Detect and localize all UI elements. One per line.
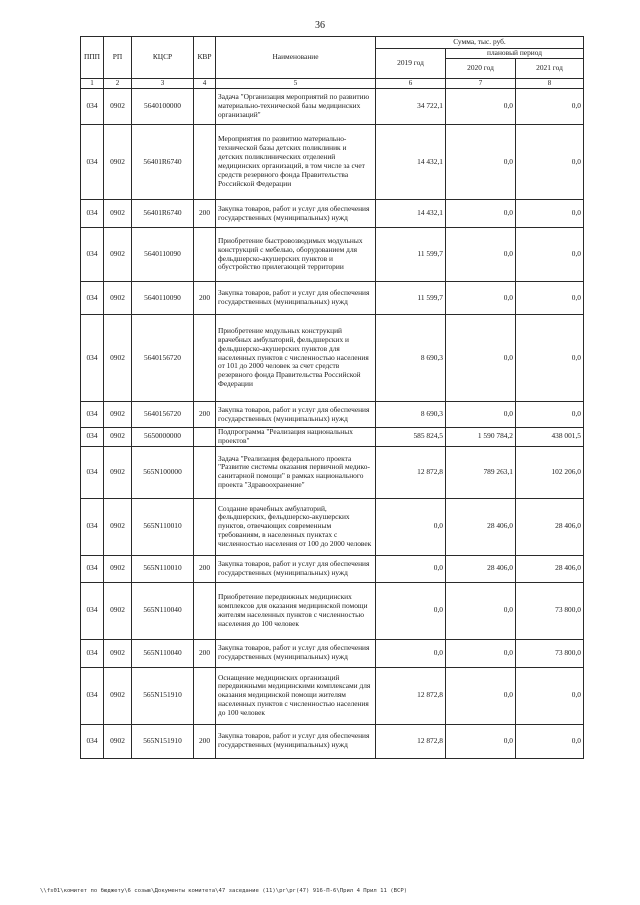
cell-name: Задача "Реализация федерального проекта "Развитие системы оказания первичной медико-санитарной помощи" в рамках национального проекта "Здравоохранение"	[216, 446, 376, 498]
cell-rp: 0902	[104, 498, 132, 555]
cell-name: Закупка товаров, работ и услуг для обеспечения государственных (муниципальных) нужд	[216, 724, 376, 758]
cell-ppp: 034	[81, 89, 104, 125]
cell-kvr: 200	[194, 402, 216, 428]
column-index: 5	[216, 79, 376, 89]
cell-v2020: 0,0	[446, 282, 516, 315]
cell-v2019: 12 872,8	[376, 446, 446, 498]
cell-v2020: 0,0	[446, 228, 516, 282]
cell-ppp: 034	[81, 724, 104, 758]
cell-v2019: 11 599,7	[376, 228, 446, 282]
cell-rp: 0902	[104, 555, 132, 582]
cell-v2020: 0,0	[446, 582, 516, 639]
cell-kvr	[194, 125, 216, 200]
table-row	[81, 125, 584, 200]
cell-name: Задача "Организация мероприятий по развитию материально-технической базы медицинских организаций"	[216, 89, 376, 125]
cell-ppp: 034	[81, 402, 104, 428]
cell-v2021: 0,0	[516, 200, 584, 228]
cell-rp: 0902	[104, 667, 132, 724]
table-row	[81, 428, 584, 447]
cell-ppp: 034	[81, 555, 104, 582]
cell-rp: 0902	[104, 315, 132, 402]
table-row	[81, 724, 584, 758]
cell-kcsr: 5650000000	[132, 428, 194, 447]
column-index-row	[81, 79, 584, 89]
cell-name: Закупка товаров, работ и услуг для обеспечения государственных (муниципальных) нужд	[216, 639, 376, 667]
table-row	[81, 89, 584, 125]
cell-name: Закупка товаров, работ и услуг для обеспечения государственных (муниципальных) нужд	[216, 555, 376, 582]
cell-ppp: 034	[81, 282, 104, 315]
cell-v2019: 8 690,3	[376, 315, 446, 402]
column-index: 4	[194, 79, 216, 89]
cell-v2021: 102 206,0	[516, 446, 584, 498]
header-sum: Сумма, тыс. руб.	[376, 37, 584, 49]
cell-rp: 0902	[104, 282, 132, 315]
header-ppp: ППП	[81, 37, 104, 79]
cell-kvr: 200	[194, 639, 216, 667]
cell-kcsr: 565N151910	[132, 724, 194, 758]
table-row	[81, 228, 584, 282]
cell-v2020: 28 406,0	[446, 498, 516, 555]
header-year-2019: 2019 год	[376, 49, 446, 79]
cell-ppp: 034	[81, 125, 104, 200]
cell-v2021: 0,0	[516, 402, 584, 428]
cell-v2019: 12 872,8	[376, 667, 446, 724]
cell-kcsr: 56401R6740	[132, 125, 194, 200]
cell-ppp: 034	[81, 228, 104, 282]
column-index: 8	[516, 79, 584, 89]
cell-name: Приобретение модульных конструкций врачебных амбулаторий, фельдшерских и фельдшерско-акушерских пунктов для населенных пунктов с численностью населения от 101 до 2000 человек за счет средств резервного фонда Правительства Российской Федерации	[216, 315, 376, 402]
cell-v2020: 0,0	[446, 315, 516, 402]
header-year-2021: 2021 год	[516, 59, 584, 79]
file-path-footer: \\fs01\комитет по бюджету\6 созыв\Документы комитета\47 заседание (11)\рг\рг(47) 916-П-6\Прил 4 Прил 11 (ВСР)	[40, 888, 408, 894]
cell-v2020: 789 263,1	[446, 446, 516, 498]
cell-rp: 0902	[104, 639, 132, 667]
cell-name: Оснащение медицинских организаций передвижными медицинскими комплексами для оказания медицинской помощи жителям населенных пунктов с численностью населения до 100 человек	[216, 667, 376, 724]
cell-ppp: 034	[81, 446, 104, 498]
cell-name: Подпрограмма "Реализация национальных проектов"	[216, 428, 376, 447]
cell-name: Закупка товаров, работ и услуг для обеспечения государственных (муниципальных) нужд	[216, 282, 376, 315]
cell-rp: 0902	[104, 89, 132, 125]
cell-v2021: 0,0	[516, 315, 584, 402]
cell-kvr: 200	[194, 724, 216, 758]
cell-kcsr: 5640110090	[132, 228, 194, 282]
cell-kcsr: 5640100000	[132, 89, 194, 125]
cell-kcsr: 565N110010	[132, 498, 194, 555]
cell-v2021: 28 406,0	[516, 555, 584, 582]
cell-v2021: 0,0	[516, 125, 584, 200]
cell-kvr	[194, 582, 216, 639]
cell-kcsr: 5640156720	[132, 402, 194, 428]
header-rp: РП	[104, 37, 132, 79]
header-kcsr: КЦСР	[132, 37, 194, 79]
cell-rp: 0902	[104, 402, 132, 428]
cell-v2021: 0,0	[516, 228, 584, 282]
cell-v2019: 34 722,1	[376, 89, 446, 125]
cell-kcsr: 565N100000	[132, 446, 194, 498]
cell-v2020: 0,0	[446, 724, 516, 758]
table-row	[81, 402, 584, 428]
cell-ppp: 034	[81, 200, 104, 228]
cell-kvr: 200	[194, 282, 216, 315]
cell-rp: 0902	[104, 200, 132, 228]
cell-ppp: 034	[81, 582, 104, 639]
cell-v2020: 0,0	[446, 667, 516, 724]
cell-v2019: 0,0	[376, 555, 446, 582]
cell-v2020: 1 590 784,2	[446, 428, 516, 447]
table-row	[81, 200, 584, 228]
header-kvr: КВР	[194, 37, 216, 79]
cell-kvr: 200	[194, 200, 216, 228]
cell-v2019: 11 599,7	[376, 282, 446, 315]
budget-table-body	[81, 89, 584, 759]
cell-name: Мероприятия по развитию материально-технической базы детских поликлиник и детских поликлинических отделений медицинских организаций, в том числе за счет средств резервного фонда Правительства Российской Федерации	[216, 125, 376, 200]
column-index: 6	[376, 79, 446, 89]
cell-v2020: 28 406,0	[446, 555, 516, 582]
table-row	[81, 446, 584, 498]
table-row	[81, 498, 584, 555]
table-row	[81, 582, 584, 639]
cell-kcsr: 565N110040	[132, 639, 194, 667]
cell-v2020: 0,0	[446, 125, 516, 200]
cell-kvr: 200	[194, 555, 216, 582]
table-row	[81, 555, 584, 582]
cell-v2019: 8 690,3	[376, 402, 446, 428]
cell-rp: 0902	[104, 582, 132, 639]
cell-kcsr: 565N151910	[132, 667, 194, 724]
cell-name: Создание врачебных амбулаторий, фельдшерских, фельдшерско-акушерских пунктов, отвечающих современным требованиям, в населенных пунктах с численностью населения от 100 до 2000 человек	[216, 498, 376, 555]
page-number: 36	[315, 20, 325, 31]
cell-rp: 0902	[104, 125, 132, 200]
cell-v2021: 0,0	[516, 282, 584, 315]
cell-v2019: 14 432,1	[376, 125, 446, 200]
column-index: 7	[446, 79, 516, 89]
cell-ppp: 034	[81, 667, 104, 724]
cell-v2019: 0,0	[376, 582, 446, 639]
cell-v2019: 12 872,8	[376, 724, 446, 758]
cell-v2021: 0,0	[516, 667, 584, 724]
cell-v2019: 585 824,5	[376, 428, 446, 447]
column-index: 1	[81, 79, 104, 89]
cell-kvr	[194, 89, 216, 125]
table-row	[81, 639, 584, 667]
cell-v2021: 438 001,5	[516, 428, 584, 447]
table-row	[81, 315, 584, 402]
cell-ppp: 034	[81, 428, 104, 447]
cell-v2021: 28 406,0	[516, 498, 584, 555]
header-year-2020: 2020 год	[446, 59, 516, 79]
cell-v2020: 0,0	[446, 402, 516, 428]
cell-kvr	[194, 228, 216, 282]
cell-kvr	[194, 315, 216, 402]
cell-name: Закупка товаров, работ и услуг для обеспечения государственных (муниципальных) нужд	[216, 402, 376, 428]
cell-name: Закупка товаров, работ и услуг для обеспечения государственных (муниципальных) нужд	[216, 200, 376, 228]
table-row	[81, 282, 584, 315]
column-index: 2	[104, 79, 132, 89]
header-name: Наименование	[216, 37, 376, 79]
cell-kcsr: 565N110010	[132, 555, 194, 582]
cell-v2021: 0,0	[516, 724, 584, 758]
cell-ppp: 034	[81, 315, 104, 402]
cell-v2021: 0,0	[516, 89, 584, 125]
header-planned-period: плановый период	[446, 49, 584, 59]
cell-rp: 0902	[104, 446, 132, 498]
cell-v2020: 0,0	[446, 89, 516, 125]
cell-ppp: 034	[81, 639, 104, 667]
cell-v2021: 73 800,0	[516, 582, 584, 639]
cell-kvr	[194, 428, 216, 447]
cell-kvr	[194, 667, 216, 724]
cell-ppp: 034	[81, 498, 104, 555]
cell-v2020: 0,0	[446, 639, 516, 667]
column-index: 3	[132, 79, 194, 89]
cell-kcsr: 56401R6740	[132, 200, 194, 228]
cell-v2020: 0,0	[446, 200, 516, 228]
cell-v2019: 0,0	[376, 498, 446, 555]
cell-name: Приобретение быстровозводимых модульных конструкций с мебелью, оборудованием для фельдшерско-акушерских пунктов и обустройство прилегающей территории	[216, 228, 376, 282]
cell-rp: 0902	[104, 428, 132, 447]
cell-kcsr: 5640156720	[132, 315, 194, 402]
cell-kvr	[194, 446, 216, 498]
cell-kvr	[194, 498, 216, 555]
cell-kcsr: 565N110040	[132, 582, 194, 639]
cell-v2019: 0,0	[376, 639, 446, 667]
cell-kcsr: 5640110090	[132, 282, 194, 315]
cell-v2021: 73 800,0	[516, 639, 584, 667]
cell-rp: 0902	[104, 228, 132, 282]
table-row	[81, 667, 584, 724]
budget-table	[80, 36, 584, 759]
cell-v2019: 14 432,1	[376, 200, 446, 228]
cell-name: Приобретение передвижных медицинских комплексов для оказания медицинской помощи жителям населенных пунктов с численностью населения до 100 человек	[216, 582, 376, 639]
cell-rp: 0902	[104, 724, 132, 758]
